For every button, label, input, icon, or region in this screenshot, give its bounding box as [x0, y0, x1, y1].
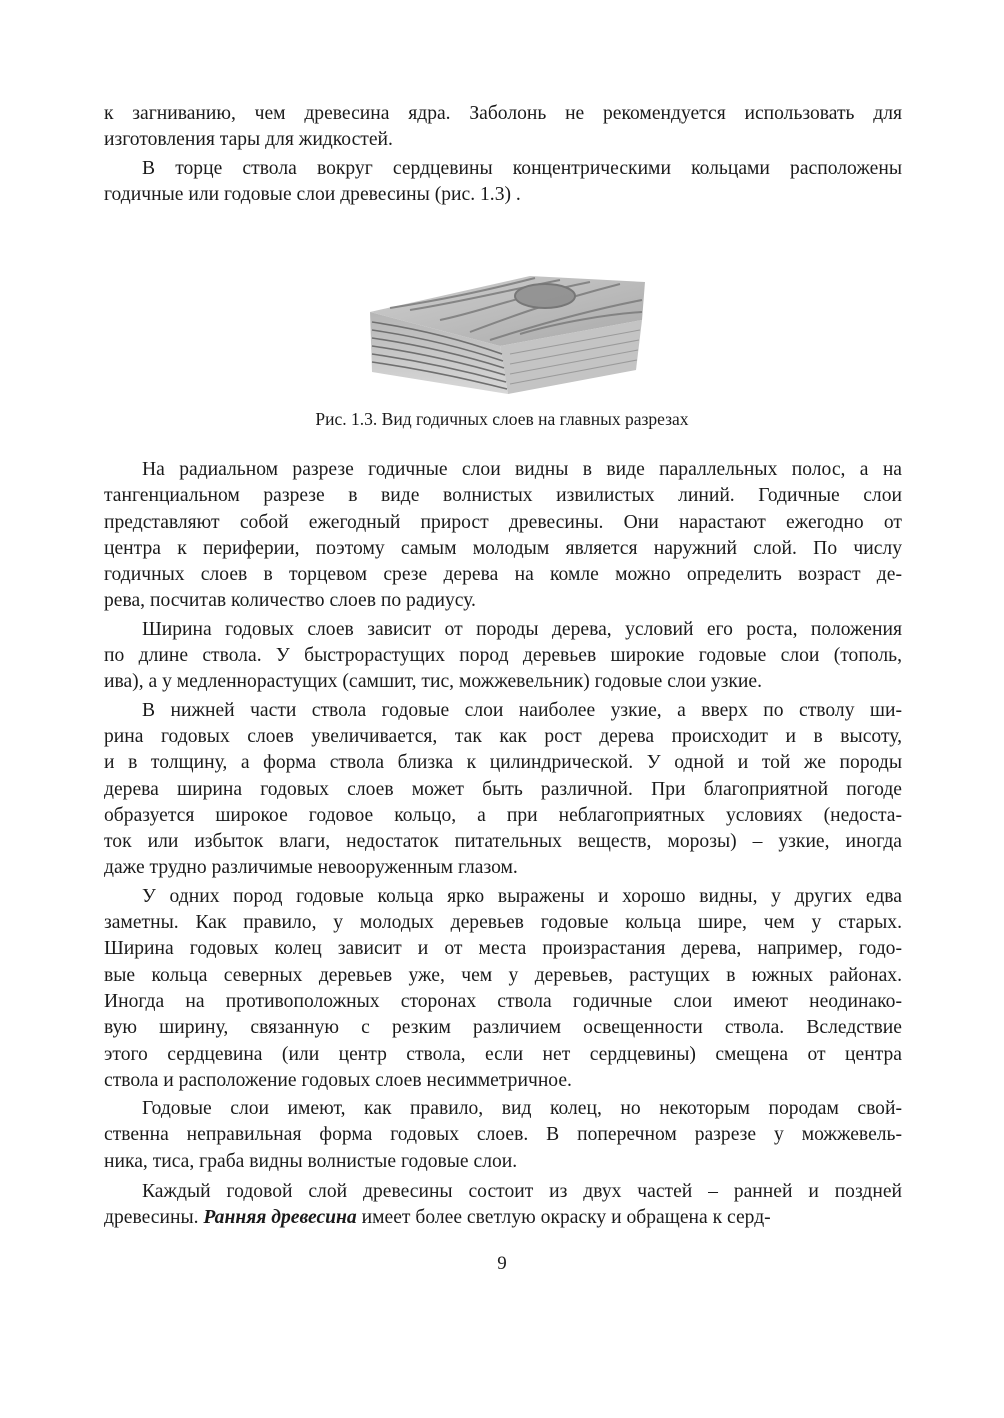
text-line: ток или избыток влаги, недостаток питательных веществ, морозы) – узкие, иногда — [104, 831, 902, 853]
paragraph — [104, 698, 902, 882]
text-line: годичных слоев в торцевом срезе дерева на комле можно определить возраст де- — [104, 564, 902, 586]
text-line: вые кольца северных деревьев уже, чем у деревьев, растущих в южных районах. — [104, 964, 902, 986]
text-line: дерева ширина годовых слоев может быть различной. При благоприятной погоде — [104, 778, 902, 800]
last-paragraph — [104, 1179, 902, 1232]
paragraph — [104, 457, 902, 615]
figure-caption: Рис. 1.3. Вид годичных слоев на главных разрезах — [315, 409, 689, 429]
text-line: древесины. Ранняя древесина имеет более светлую окраску и обращена к серд- — [104, 1207, 771, 1229]
text-line: ствола и расположение годовых слоев несимметричное. — [104, 1069, 572, 1091]
text-line: ника, тиса, граба видны волнистые годовые слои. — [104, 1150, 518, 1172]
text-line: вую ширину, связанную с резким различием освещенности ствола. Вследствие — [104, 1017, 902, 1039]
text-line: В торце ствола вокруг сердцевины концентрическими кольцами расположены — [142, 157, 902, 179]
text-line: тангенциальном разрезе в виде волнистых извилистых линий. Годичные слои — [104, 485, 902, 507]
text-line: У одних пород годовые кольца ярко выражены и хорошо видны, у других едва — [142, 885, 902, 907]
text-line: образуется широкое годовое кольцо, а при неблагоприятных условиях (недоста- — [104, 804, 902, 826]
text-line: ственна неправильная форма годовых слоев. В поперечном разрезе у можжевель- — [104, 1124, 902, 1146]
paragraph — [104, 884, 902, 1094]
body-text — [104, 457, 902, 1177]
text-line: представляют собой ежегодный прирост древесины. Они нарастают ежегодно от — [104, 511, 902, 533]
paragraph — [104, 156, 902, 209]
text-line: даже трудно различимые невооруженным глазом. — [104, 857, 518, 879]
paragraph — [104, 617, 902, 696]
text-line: и в толщину, а форма ствола близка к цилиндрической. У одной и той же породы — [104, 752, 902, 774]
text-line: Ширина годовых слоев зависит от породы дерева, условий его роста, положения — [142, 618, 902, 640]
text-line: На радиальном разрезе годичные слои видны в виде параллельных полос, а на — [142, 459, 902, 480]
text-line: к загниванию, чем древесина ядра. Заболонь не рекомендуется использовать для — [104, 103, 902, 124]
text-line: рина годовых слоев увеличивается, так как рост дерева происходит и в высоту, — [104, 725, 902, 747]
text-line: Ширина годовых колец зависит и от места произрастания дерева, например, годо- — [104, 938, 902, 960]
text-line: заметны. Как правило, у молодых деревьев годовые кольца шире, чем у старых. — [104, 912, 902, 934]
text-line: рева, посчитав количество слоев по радиусу. — [104, 590, 476, 612]
text-line: этого сердцевина (или центр ствола, если нет сердцевины) смещена от центра — [104, 1043, 902, 1065]
text-line: изготовления тары для жидкостей. — [104, 129, 393, 151]
page-number: 9 — [497, 1253, 507, 1274]
wood-block-figure — [360, 262, 650, 402]
top-text — [104, 101, 902, 210]
text-line: годичные или годовые слои древесины (рис. 1.3) . — [104, 183, 521, 205]
text-line: по длине ствола. У быстрорастущих пород деревьев широкие годовые слои (тополь, — [104, 645, 902, 667]
text-line: Годовые слои имеют, как правило, вид колец, но некоторым породам свой- — [142, 1098, 902, 1120]
text-line: Каждый годовой слой древесины состоит из двух частей – ранней и поздней — [142, 1181, 902, 1202]
paragraph — [104, 1096, 902, 1175]
paragraph — [104, 101, 902, 154]
text-line: ива), а у медленнорастущих (самшит, тис, можжевельник) годовые слои узкие. — [104, 671, 762, 693]
text-line: центра к периферии, поэтому самым молодым является наружний слой. По числу — [104, 537, 902, 559]
text-line: В нижней части ствола годовые слои наиболее узкие, а вверх по стволу ши- — [142, 699, 902, 721]
term-early-wood: Ранняя древесина — [203, 1207, 357, 1229]
text-line: Иногда на противоположных сторонах ствола годичные слои имеют неодинако- — [104, 990, 902, 1012]
